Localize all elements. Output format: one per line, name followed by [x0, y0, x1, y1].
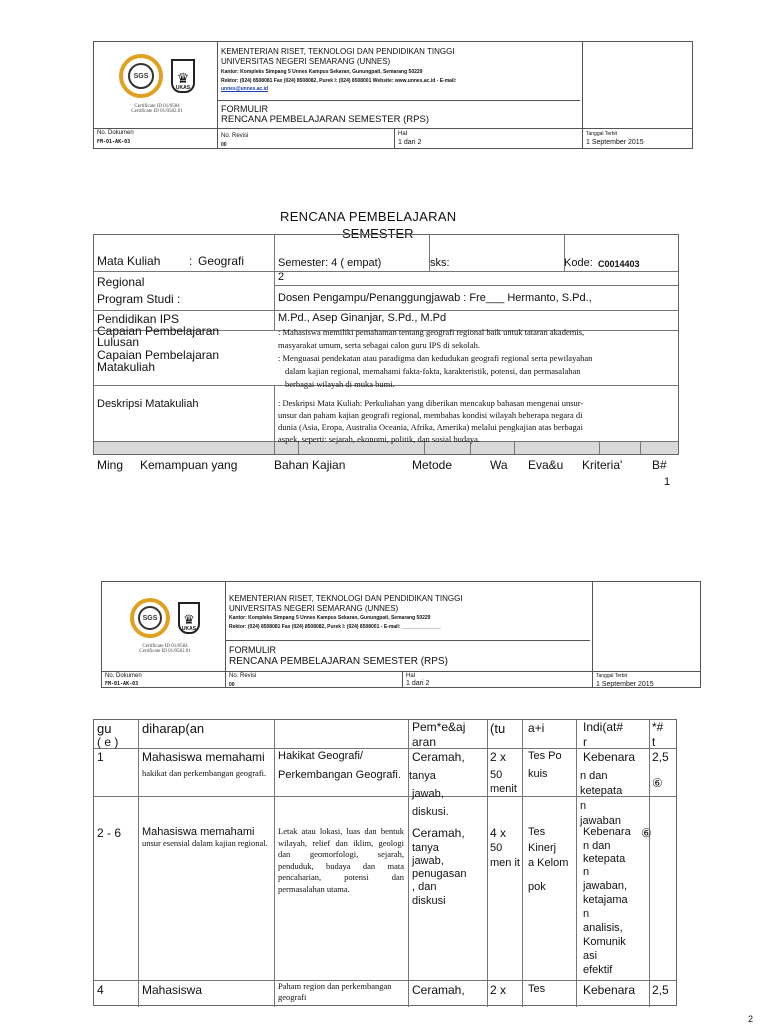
- date-value-2: 1 September 2015: [596, 681, 654, 688]
- col-diharapkan: diharap(an: [142, 721, 205, 736]
- kemampuan-cell: Mahasiswa memahami: [142, 750, 265, 764]
- kriteria-cell: Kebenara: [583, 826, 631, 838]
- semester: Semester: 4 ( empat): [278, 257, 382, 269]
- rps-title: RENCANA PEMBELAJARAN: [280, 209, 457, 224]
- col-kemampuan: Kemampuan yang: [140, 458, 238, 472]
- metode-cell: Ceramah,: [412, 750, 465, 764]
- form-label: FORMULIR: [221, 104, 268, 114]
- kriteria-cell: n: [583, 908, 590, 920]
- cpm-text: : Menguasai pendekatan atau paradigma dan kedudukan geografi regional serta pewilayahan: [278, 353, 593, 363]
- kriteria-cell: ketajama: [583, 894, 628, 906]
- kemampuan-cell: Mahasiswa memahami: [142, 826, 255, 838]
- prodi-label: Program Studi :: [97, 292, 181, 306]
- address-line-2: Kantor: Kompleks Simpang 5 Unnes Kampus Sekaran, Gunungpati, Semarang 50229: [229, 615, 431, 621]
- ministry-name-2: KEMENTERIAN RISET, TEKNOLOGI DAN PENDIDIKAN TINGGI: [229, 594, 463, 603]
- week-cell: 2 - 6: [97, 826, 122, 840]
- mk-sep: :: [189, 254, 193, 268]
- sgs-logo-icon: SGS: [119, 54, 163, 98]
- evaluasi-cell: Kinerj: [528, 842, 557, 854]
- date-label: Tanggal Terbit: [586, 131, 618, 137]
- page-value: 1 dari 2: [398, 139, 422, 146]
- kemampuan-detail: hakikat dan perkembangan geografi.: [142, 768, 267, 778]
- metode-cell: tanya: [412, 842, 439, 854]
- col-indikator-2: r: [583, 735, 587, 749]
- mk-value: Geografi: [198, 254, 245, 268]
- waktu-cell: men it: [490, 857, 520, 869]
- metode-cell: , dan: [412, 881, 437, 893]
- kriteria-cell: jawaban,: [583, 880, 628, 892]
- bahan-cell: Paham region dan perkembangan geografi: [278, 981, 392, 1002]
- cpl-text: : Mahasiswa memiliki pemahaman tentang geografi regional baik untuk tataran akademis,: [278, 327, 585, 337]
- metode-cell: Ceramah,: [412, 826, 465, 840]
- prodi-value: Pendidikan IPS: [97, 312, 180, 326]
- week-cell: 1: [97, 750, 104, 764]
- evaluasi-cell: Tes: [528, 826, 546, 838]
- kriteria-cell: n: [583, 866, 590, 878]
- form-title-2: RENCANA PEMBELAJARAN SEMESTER (RPS): [229, 656, 448, 667]
- ukas-logo-icon-2: ♛ UKAS: [178, 602, 200, 634]
- col-pembelajaran-2: aran: [412, 735, 437, 749]
- desc-label: Deskripsi Matakuliah: [97, 398, 199, 410]
- col-waktu-2: (tu: [490, 721, 506, 736]
- kriteria-cell: ketepata: [580, 785, 623, 797]
- col-bobot: B#: [652, 458, 667, 472]
- rev-value-2: 00: [229, 682, 235, 688]
- col-indikator: Indi(at#: [583, 720, 624, 734]
- certification-logo: [112, 54, 202, 114]
- university-name: UNIVERSITAS NEGERI SEMARANG (UNNES): [221, 57, 391, 66]
- metode-cell: jawab,: [412, 855, 444, 867]
- rev-label: No. Revisi: [221, 133, 249, 139]
- kriteria-cell: Kebenara: [583, 983, 636, 997]
- cert-id-2-b: Certificate ID 01/0582.01: [139, 649, 191, 654]
- bobot-cell: 2,5: [652, 983, 669, 997]
- evaluasi-cell: Tes Po: [528, 750, 562, 762]
- kriteria-cell: ketepata: [583, 853, 626, 865]
- waktu-cell: 4 x: [490, 826, 507, 840]
- mk-value-2: Regional: [97, 275, 145, 289]
- col-bahan: Bahan Kajian: [274, 458, 346, 472]
- cert-id-2: Certificate ID 01/0582.01: [131, 109, 183, 114]
- desc-text-4: aspek, seperti: sejarah, ekonomi, politik, dan sosial budaya.: [278, 434, 481, 444]
- contact-line: Rektor: (024) 8508081 Fax (024) 8508082, Purek I: (024) 8508001 Website: www.unnes.ac.id - E-mail:: [221, 78, 457, 84]
- col-metode: Metode: [412, 458, 453, 472]
- desc-text-2: unsur dan paham kajian geografi regional, membahas kondisi wilayah beberapa negara di: [278, 410, 583, 420]
- cpm-text-2: dalam kajian regional, memahami fakta-fakta, karakteristik, potensi, dan permasalahan: [285, 366, 581, 376]
- metode-cell: diskusi: [412, 895, 446, 907]
- kriteria-cell: n dan: [580, 770, 608, 782]
- cpm-text-3: berbagai wilayah di muka bumi.: [285, 379, 395, 389]
- col-waktu: Wa: [490, 458, 508, 472]
- bahan-cell: Letak atau lokasi, luas dan bentuk wilayah, relief dan iklim, geologi dan geomorfologi, sejarah, penduduk, budaya dan mata pencaharian, potensi dan permasalahan utama.: [278, 826, 404, 894]
- kriteria-cell: n: [580, 800, 587, 812]
- col-bobot-b: *#: [652, 720, 664, 734]
- kemampuan-detail: unsur esensial dalam kajian regional.: [142, 838, 268, 848]
- rev-label-2: No. Revisi: [229, 673, 257, 679]
- contact-line-2: Rektor: (024) 8508081 Fax (024) 8508082, Purek I: (024) 8508001 - E-mail: ______________: [229, 624, 441, 630]
- document-header: [93, 41, 693, 149]
- bahan-cell: Hakikat Geografi/: [278, 750, 363, 762]
- sgs-logo-icon-2: SGS: [130, 598, 170, 638]
- form-label-2: FORMULIR: [229, 645, 276, 655]
- kode-label: Kode:: [564, 257, 593, 269]
- doc-no-value: FM-01-AK-03: [97, 139, 131, 145]
- certification-logo-2: [120, 598, 210, 654]
- dosen-label: Dosen Pengampu/Penanggungjawab : Fre___ Hermanto, S.Pd.,: [278, 292, 592, 304]
- cpm-label: Capaian Pembelajaran: [97, 348, 220, 362]
- dosen-line-2: M.Pd., Asep Ginanjar, S.Pd., M.Pd: [278, 312, 447, 324]
- mk-label: Mata Kuliah: [97, 254, 161, 268]
- evaluasi-cell: Tes: [528, 983, 546, 995]
- bobot-cell: 2,5: [652, 750, 669, 764]
- sks-value: 2: [278, 271, 285, 283]
- kriteria-cell: efektif: [583, 964, 613, 976]
- circle-icon: ⑥: [652, 776, 663, 790]
- waktu-cell: 50: [490, 842, 503, 854]
- cpm-label-2: Matakuliah: [97, 360, 156, 374]
- col-ming: Ming: [97, 458, 124, 472]
- kriteria-cell: analisis,: [583, 922, 623, 934]
- col-ke-2: ( e ): [97, 735, 119, 749]
- col-evaluasi: Eva&u: [528, 458, 564, 472]
- kemampuan-cell: Mahasiswa: [142, 983, 203, 997]
- address-line: Kantor: Kompleks Simpang 5 Unnes Kampus Sekaran, Gunungpati, Semarang 50229: [221, 69, 423, 75]
- document-header-2: [101, 581, 701, 688]
- university-name-2: UNIVERSITAS NEGERI SEMARANG (UNNES): [229, 604, 399, 613]
- date-value: 1 September 2015: [586, 139, 644, 146]
- page-label-2: Hal: [406, 673, 416, 679]
- desc-text-3: dunia (Asia, Eropa, Australia Oceania, Afrika, Amerika) melalui pengkajian atas berbagai: [278, 422, 583, 432]
- evaluasi-cell: kuis: [528, 768, 548, 780]
- col-bobot-2: 1: [664, 476, 671, 488]
- waktu-cell: 2 x: [490, 750, 507, 764]
- doc-no-value-2: FM-01-AK-03: [105, 681, 139, 687]
- kriteria-cell: n dan: [583, 840, 611, 852]
- doc-no-label: No. Dokumen: [97, 130, 134, 136]
- form-title: RENCANA PEMBELAJARAN SEMESTER (RPS): [221, 114, 429, 125]
- waktu-cell: 2 x: [490, 983, 507, 997]
- page-number: 2: [748, 1014, 754, 1024]
- metode-cell: tanya: [409, 770, 436, 782]
- desc-text: : Deskripsi Mata Kuliah: Perkuliahan yang diberikan mencakup bahasan mengenai unsur-: [278, 398, 584, 408]
- circle-icon: ⑥: [641, 826, 652, 840]
- bahan-detail: Perkembangan Geografi.: [278, 769, 401, 781]
- ministry-name: KEMENTERIAN RISET, TEKNOLOGI DAN PENDIDIKAN TINGGI: [221, 47, 455, 56]
- cpl-text-2: masyarakat umum, serta sebagai calon guru IPS di sekolah.: [278, 340, 481, 350]
- email-link[interactable]: unnes@unnes.ac.id: [221, 86, 269, 92]
- kode-value: C0014403: [598, 259, 640, 269]
- week-cell: 4: [97, 983, 104, 997]
- metode-cell: jawab,: [412, 788, 444, 800]
- evaluasi-cell: a Kelom: [528, 857, 569, 869]
- page-label: Hal: [398, 131, 408, 137]
- rev-value: 00: [221, 142, 227, 148]
- cert-id-1-b: Certificate ID 01/0584: [142, 644, 188, 649]
- metode-cell: diskusi.: [412, 806, 449, 818]
- evaluasi-cell: pok: [528, 881, 546, 893]
- metode-cell: penugasan: [412, 868, 467, 880]
- kriteria-cell: Komunik: [583, 936, 626, 948]
- page-value-2: 1 dari 2: [406, 680, 430, 687]
- kriteria-cell: jawaban: [580, 815, 621, 827]
- col-penilaian: a+i: [528, 721, 545, 735]
- cert-id-1: Certificate ID 01/0584: [134, 104, 180, 109]
- col-kriteria: Kriteria': [582, 458, 623, 472]
- metode-cell: Ceramah,: [412, 983, 465, 997]
- kriteria-cell: Kebenara: [583, 750, 636, 764]
- col-pembelajaran: Pem*e&aj: [412, 720, 466, 734]
- sks-label: sks:: [430, 257, 450, 269]
- doc-no-label-2: No. Dokumen: [105, 673, 142, 679]
- cpl-label: Capaian Pembelajaran: [97, 324, 220, 338]
- cpl-label-2: Lulusan: [97, 335, 140, 349]
- col-ke: gu: [97, 721, 112, 736]
- kriteria-cell: asi: [583, 950, 598, 962]
- waktu-detail: 50 menit: [490, 769, 517, 795]
- col-bobot-b-2: t: [652, 735, 656, 749]
- rps-title-2: SEMESTER: [342, 226, 414, 241]
- ukas-logo-icon: ♛ UKAS: [171, 59, 195, 93]
- date-label-2: Tanggal Terbit: [596, 673, 628, 679]
